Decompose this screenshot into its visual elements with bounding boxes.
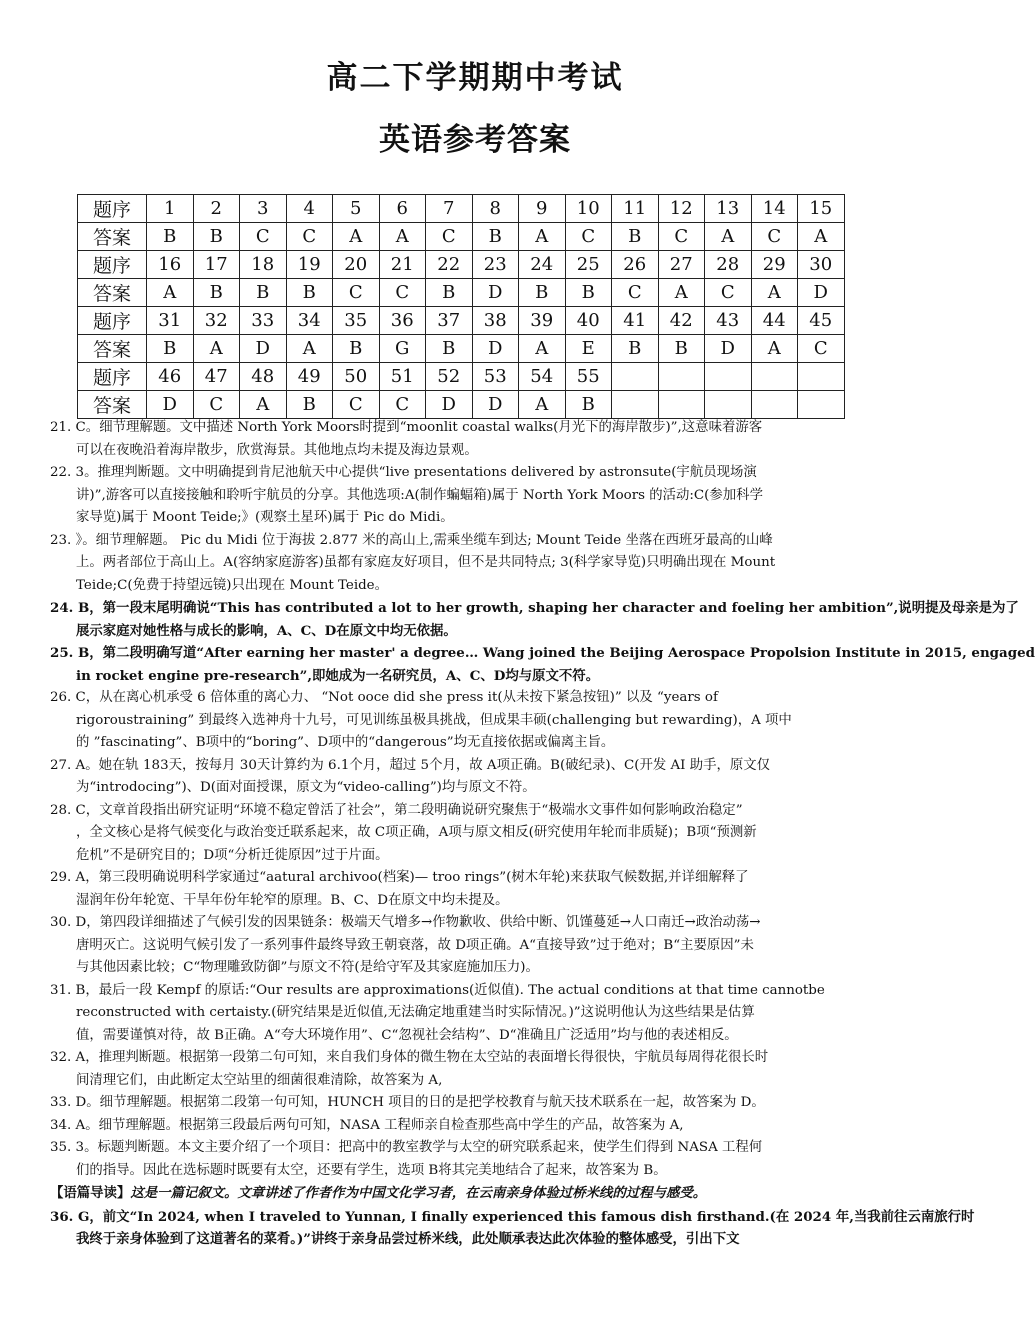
- explanation-line: 可以在夜晚沿着海岸散步，欣赏海景。其他地点均未提及海边景观。: [76, 442, 478, 458]
- question-number-row: [78, 307, 845, 335]
- explanation-e23: [50, 530, 880, 598]
- explanation-line: 32. A，推理判断题。根据第一段第二句可知，来自我们身体的微生物在太空站的表面增长得很快，宇航员每周得花很长时: [50, 1050, 769, 1065]
- question-number-cell: 3: [240, 195, 287, 223]
- question-number-cell: 7: [426, 195, 473, 223]
- question-number-cell: 48: [240, 363, 287, 391]
- question-number-cell: 42: [658, 307, 705, 335]
- explanation-line: 30. D，第四段详细描述了气候引发的因果链条：极端天气增多→作物歉收、供给中断、饥馑蔓延→人口南迁→政治动荡→: [50, 915, 761, 930]
- explanation-line: 22. 3。推理判断题。文中明确提到肯尼池航天中心提供“live presentations delivered by astronsute(宇航员现场演: [50, 465, 757, 480]
- answer-cell: A: [751, 279, 798, 307]
- question-number-cell: 24: [519, 251, 566, 279]
- answer-cell: C: [193, 391, 240, 419]
- question-number-cell: [705, 363, 752, 391]
- question-number-cell: [612, 363, 659, 391]
- explanations: [50, 417, 1035, 1251]
- answer-cell: C: [658, 223, 705, 251]
- explanation-line: 展示家庭对她性格与成长的影响，A、C、D在原文中均无依据。: [76, 622, 457, 639]
- question-number-cell: 32: [193, 307, 240, 335]
- answer-cell: B: [612, 335, 659, 363]
- answer-cell: [751, 391, 798, 419]
- row-header-number: 题序: [78, 363, 147, 391]
- question-number-cell: 40: [565, 307, 612, 335]
- explanation-line: ，全文核心是将气候变化与政治变迁联系起来，故 C项正确，A项与原文相反(研究使用年轮而非质疑)；B项“预测新: [76, 825, 757, 840]
- question-number-cell: 54: [519, 363, 566, 391]
- answer-cell: B: [519, 279, 566, 307]
- question-number-cell: 43: [705, 307, 752, 335]
- question-number-cell: 22: [426, 251, 473, 279]
- question-number-cell: 47: [193, 363, 240, 391]
- explanation-e25: [50, 642, 1035, 687]
- explanation-line: 31. B，最后一段 Kempf 的原话:“Our results are approximations(近似值). The actual conditions at that time cannotbe: [50, 982, 825, 998]
- question-number-cell: 36: [379, 307, 426, 335]
- explanation-e24: [50, 597, 1019, 642]
- answer-cell: A: [147, 279, 194, 307]
- answer-cell: C: [379, 391, 426, 419]
- explanation-line: 湿润年份年轮宽、干旱年份年轮窄的原理。B、C、D在原文中均未提及。: [76, 892, 509, 908]
- row-header-answer: 答案: [78, 391, 147, 419]
- question-number-cell: 37: [426, 307, 473, 335]
- explanation-e26: [50, 687, 880, 755]
- explanation-e29: [50, 867, 880, 912]
- answer-cell: B: [240, 279, 287, 307]
- question-number-cell: 19: [286, 251, 333, 279]
- answer-cell: D: [472, 279, 519, 307]
- question-number-cell: 29: [751, 251, 798, 279]
- explanation-line: 讲)”,游客可以直接接触和聆听宇航员的分享。其他选项:A(制作蝙蝠箱)属于 North York Moors 的活动:C(参加科学: [76, 487, 763, 503]
- question-number-cell: 41: [612, 307, 659, 335]
- explanation-line: 21. C。细节理解题。文中描述 North York Moors时提到“moonlit coastal walks(月光下的海岸散步)”,这意味着游客: [50, 420, 763, 435]
- question-number-cell: 50: [333, 363, 380, 391]
- explanation-line: 我终于亲身体验到了这道著名的菜肴。)”讲终于亲身品尝过桥米线，此处顺承表达此次体验的整体感受，引出下文: [76, 1231, 740, 1247]
- question-number-cell: 49: [286, 363, 333, 391]
- answer-cell: C: [286, 223, 333, 251]
- explanation-line: 35. 3。标题判断题。本文主要介绍了一个项目：把高中的教室教学与太空的研究联系起来，使学生们得到 NASA 工程何: [50, 1140, 763, 1155]
- question-number-row: [78, 251, 845, 279]
- answer-cell: A: [798, 223, 845, 251]
- question-number-cell: 1: [147, 195, 194, 223]
- answer-cell: D: [426, 391, 473, 419]
- answer-cell: [612, 391, 659, 419]
- question-number-cell: 52: [426, 363, 473, 391]
- explanation-line: rigoroustraining” 到最终入选神舟十九号，可见训练虽极具挑战，但成果丰硕(challenging but rewarding)，A 项中: [76, 712, 792, 728]
- explanation-line: 值，需要谨慎对待，故 B正确。A“夸大环境作用”、C“忽视社会结构”、D“准确且广泛适用”均与他的表述相反。: [76, 1027, 738, 1043]
- question-number-cell: [798, 363, 845, 391]
- answer-cell: A: [751, 335, 798, 363]
- row-header-answer: 答案: [78, 223, 147, 251]
- explanation-line: 间清理它们，由此断定太空站里的细菌很难清除，故答案为 A,: [76, 1072, 443, 1088]
- question-number-cell: 21: [379, 251, 426, 279]
- question-number-cell: 27: [658, 251, 705, 279]
- answer-cell: B: [286, 391, 333, 419]
- question-number-cell: 44: [751, 307, 798, 335]
- answer-cell: D: [240, 335, 287, 363]
- answer-cell: D: [705, 335, 752, 363]
- explanation-line: 唐明灭亡。这说明气候引发了一系列事件最终导致王朝衰落，故 D项正确。A“直接导致”过于绝对；B“主要原因”未: [76, 937, 754, 953]
- question-number-cell: 14: [751, 195, 798, 223]
- question-number-cell: 31: [147, 307, 194, 335]
- answer-cell: C: [379, 279, 426, 307]
- question-number-cell: 10: [565, 195, 612, 223]
- explanation-e31: [50, 980, 880, 1048]
- question-number-cell: 38: [472, 307, 519, 335]
- row-header-number: 题序: [78, 251, 147, 279]
- answer-cell: A: [658, 279, 705, 307]
- explanation-e32: [50, 1047, 880, 1092]
- answer-cell: A: [193, 335, 240, 363]
- answer-row: [78, 223, 845, 251]
- answer-cell: D: [472, 391, 519, 419]
- answer-table: [77, 194, 845, 419]
- question-number-row: [78, 363, 845, 391]
- answer-row: [78, 335, 845, 363]
- answer-cell: A: [705, 223, 752, 251]
- answer-cell: B: [147, 335, 194, 363]
- answer-cell: [798, 391, 845, 419]
- explanation-e21: [50, 417, 880, 462]
- answer-cell: C: [798, 335, 845, 363]
- question-number-cell: 53: [472, 363, 519, 391]
- question-number-cell: 39: [519, 307, 566, 335]
- explanation-e33: [50, 1092, 880, 1115]
- answer-cell: B: [612, 223, 659, 251]
- answer-cell: C: [240, 223, 287, 251]
- question-number-cell: 11: [612, 195, 659, 223]
- row-header-number: 题序: [78, 195, 147, 223]
- explanation-line: reconstructed with certaisty.(研究结果是近似值,无法确定地重建当时实际情况。)”这说明他认为这些结果是估算: [76, 1005, 755, 1020]
- page-title: 高二下学期期中考试: [326, 60, 624, 96]
- answer-cell: C: [705, 279, 752, 307]
- explanation-line: 危机”不是研究目的；D项“分析迁徙原因”过于片面。: [76, 847, 389, 863]
- explanation-e27: [50, 755, 880, 800]
- explanation-line: 28. C，文章首段指出研究证明“环境不稳定曾活了社会”，第二段明确说研究聚焦于“极端水文事件如何影响政治稳定”: [50, 802, 743, 818]
- answer-cell: A: [379, 223, 426, 251]
- question-number-cell: 5: [333, 195, 380, 223]
- explanation-e35: [50, 1137, 880, 1182]
- question-number-cell: 35: [333, 307, 380, 335]
- explanation-e28: [50, 800, 880, 868]
- answer-row: [78, 391, 845, 419]
- answer-cell: B: [193, 279, 240, 307]
- explanation-line: 29. A，第三段明确说明科学家通过“aatural archivoo(档案)— troo rings”(树木年轮)来获取气候数据,并详细解释了: [50, 870, 749, 885]
- answer-cell: B: [565, 279, 612, 307]
- answer-cell: C: [333, 279, 380, 307]
- answer-cell: B: [426, 335, 473, 363]
- explanation-e34: [50, 1115, 880, 1138]
- answer-cell: A: [519, 391, 566, 419]
- question-number-cell: 46: [147, 363, 194, 391]
- answer-cell: D: [147, 391, 194, 419]
- question-number-cell: 33: [240, 307, 287, 335]
- explanation-line: in rocket engine pre-research”,即她成为一名研究员，A、C、D均与原文不符。: [76, 667, 600, 684]
- answer-cell: A: [240, 391, 287, 419]
- explanation-line: 们的指导。因此在选标题时既要有太空，还要有学生，选项 B将其完美地结合了起来，故答案为 B。: [76, 1162, 667, 1178]
- explanation-line: 33. D。细节理解题。根据第二段第一句可知，HUNCH 项目的日的是把学校教育与航天技术联系在一起，故答案为 D。: [50, 1095, 765, 1110]
- explanation-line: 27. A。她在轨 183天，按每月 30天计算约为 6.1个月，超过 5个月，故 A项正确。B(破纪录)、C(开发 AI 助手，原文仅: [50, 757, 771, 773]
- question-number-cell: [751, 363, 798, 391]
- question-number-cell: 45: [798, 307, 845, 335]
- question-number-cell: 20: [333, 251, 380, 279]
- explanation-line: 的 ”fascinating”、B项中的“boring”、D项中的“dangerous”均无直接依据或偏离主旨。: [76, 735, 615, 750]
- explanation-line: 36. G，前文“In 2024, when I traveled to Yunnan, I finally experienced this famous dish firsthand.(在 2024 年,当我前往云南旅行时: [50, 1208, 975, 1225]
- answer-row: [78, 279, 845, 307]
- answer-cell: A: [519, 335, 566, 363]
- answer-cell: B: [565, 391, 612, 419]
- answer-cell: B: [472, 223, 519, 251]
- answer-cell: C: [426, 223, 473, 251]
- question-number-cell: 17: [193, 251, 240, 279]
- answer-cell: C: [612, 279, 659, 307]
- answer-cell: D: [798, 279, 845, 307]
- answer-cell: D: [472, 335, 519, 363]
- explanation-line: 24. B，第一段末尾明确说“This has contributed a lot to her growth, shaping her character and foeling her ambition”,说明提及母亲是为了: [50, 600, 1019, 616]
- question-number-cell: 9: [519, 195, 566, 223]
- question-number-cell: 34: [286, 307, 333, 335]
- question-number-cell: [658, 363, 705, 391]
- question-number-cell: 2: [193, 195, 240, 223]
- explanation-e30: [50, 912, 880, 980]
- question-number-cell: 28: [705, 251, 752, 279]
- question-number-cell: 15: [798, 195, 845, 223]
- answer-cell: B: [658, 335, 705, 363]
- question-number-cell: 4: [286, 195, 333, 223]
- explanation-line: 家导览)属于 Moont Teide;》(观察土星环)属于 Pic do Midi。: [76, 510, 454, 525]
- answer-cell: C: [333, 391, 380, 419]
- answer-cell: A: [286, 335, 333, 363]
- passage-guide: [50, 1182, 880, 1206]
- explanation-line: 25. B，第二段明确写道“After earning her master' a degree… Wang joined the Beijing Aerospace Propolsion Institute in 2015, engaged: [50, 645, 1035, 661]
- answer-cell: B: [333, 335, 380, 363]
- question-number-cell: 13: [705, 195, 752, 223]
- answer-cell: B: [426, 279, 473, 307]
- question-number-cell: 25: [565, 251, 612, 279]
- explanation-line: Teide;C(免费于持望远镜)只出现在 Mount Teide。: [76, 577, 388, 593]
- explanation-line: 26. C，从在离心机承受 6 倍体重的离心力、 “Not ooce did she press it(从未按下紧急按钮)” 以及 “years of: [50, 690, 718, 705]
- answer-cell: E: [565, 335, 612, 363]
- question-number-cell: 8: [472, 195, 519, 223]
- explanation-e36: [50, 1206, 975, 1251]
- question-number-cell: 30: [798, 251, 845, 279]
- question-number-cell: 23: [472, 251, 519, 279]
- passage-guide-label: 【语篇导读】: [50, 1185, 131, 1201]
- answer-cell: C: [751, 223, 798, 251]
- explanation-line: 23. 》。细节理解题。 Pic du Midi 位于海拔 2.877 米的高山上,需乘坐缆车到达; Mount Teide 坐落在西班牙最高的山峰: [50, 532, 773, 548]
- page-subtitle: 英语参考答案: [379, 122, 571, 158]
- row-header-number: 题序: [78, 307, 147, 335]
- question-number-cell: 51: [379, 363, 426, 391]
- explanation-line: 上。两者部位于高山上。A(容纳家庭游客)虽都有家庭友好项目，但不是共同特点; 3(科学家导览)只明确出现在 Mount: [76, 555, 776, 570]
- answer-cell: G: [379, 335, 426, 363]
- question-number-cell: 18: [240, 251, 287, 279]
- answer-cell: [658, 391, 705, 419]
- question-number-cell: 12: [658, 195, 705, 223]
- answer-cell: B: [147, 223, 194, 251]
- answer-cell: A: [519, 223, 566, 251]
- explanation-e22: [50, 462, 880, 530]
- question-number-cell: 6: [379, 195, 426, 223]
- explanation-line: 34. A。细节理解题。根据第三段最后两句可知，NASA 工程师亲自检查那些高中学生的产品，故答案为 A,: [50, 1117, 684, 1133]
- answer-cell: B: [193, 223, 240, 251]
- row-header-answer: 答案: [78, 279, 147, 307]
- question-number-cell: 26: [612, 251, 659, 279]
- answer-cell: B: [286, 279, 333, 307]
- question-number-row: [78, 195, 845, 223]
- answer-cell: [705, 391, 752, 419]
- question-number-cell: 55: [565, 363, 612, 391]
- answer-cell: A: [333, 223, 380, 251]
- explanation-line: 与其他因素比较；C“物理雕致防御”与原文不符(是给守军及其家庭施加压力)。: [76, 960, 539, 975]
- explanation-line: 为“introdocing”)、D(面对面授课，原文为“video-calling”)均与原文不符。: [76, 780, 536, 795]
- question-number-cell: 16: [147, 251, 194, 279]
- row-header-answer: 答案: [78, 335, 147, 363]
- answer-cell: C: [565, 223, 612, 251]
- passage-guide-text: 这是一篇记叙文。文章讲述了作者作为中国文化学习者，在云南亲身体验过桥米线的过程与感受。: [130, 1185, 707, 1201]
